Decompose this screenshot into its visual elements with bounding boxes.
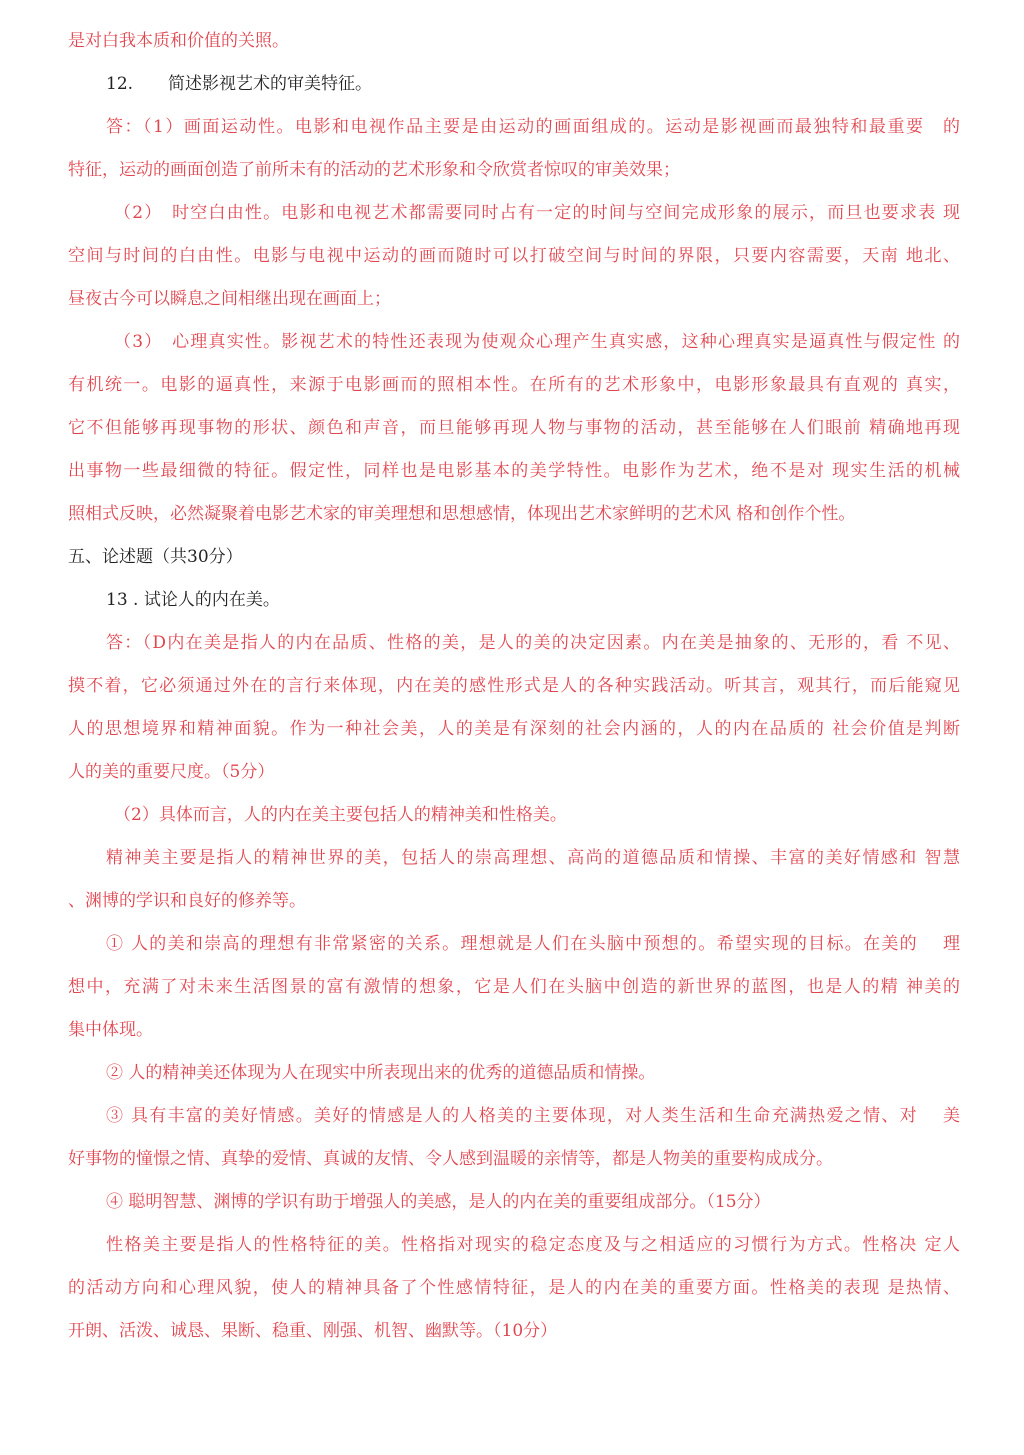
answer-line: ③ 具有丰富的美好情感。美好的情感是人的人格美的主要体现，对人类生活和生命充满热爱之情、对 美 xyxy=(106,1106,960,1126)
answer-line: ① 人的美和崇高的理想有非常紧密的关系。理想就是人们在头脑中预想的。希望实现的目标。在美的 理 xyxy=(106,934,960,954)
question-heading: 12. 简述影视艺术的审美特征。 xyxy=(106,74,372,94)
answer-line: ④ 聪明智慧、渊博的学识有助于增强人的美感，是人的内在美的重要组成部分。（15分） xyxy=(106,1192,771,1212)
answer-line: 集中体现。 xyxy=(68,1020,153,1040)
answer-line: 特征，运动的画面创造了前所未有的活动的艺术形象和令欣赏者惊叹的审美效果； xyxy=(68,160,680,180)
answer-line: 照相式反映，必然凝聚着电影艺术家的审美理想和思想感情，体现出艺术家鲜明的艺术风 格和创作个性。 xyxy=(68,504,856,524)
answer-line: （2）具体而言，人的内在美主要包括人的精神美和性格美。 xyxy=(114,805,567,825)
answer-line: 人的思想境界和精神面貌。作为一种社会美，人的美是有深刻的社会内涵的，人的内在品质的 社会价值是判断 xyxy=(68,719,960,739)
answer-line: 想中，充满了对未来生活图景的富有激情的想象，它是人们在头脑中创造的新世界的蓝图，也是人的精 神美的 xyxy=(68,977,960,997)
answer-line: 昼夜古今可以瞬息之间相继出现在画面上； xyxy=(68,289,391,309)
answer-line: 答：（1）画面运动性。电影和电视作品主要是由运动的画面组成的。运动是影视画而最独特和最重要 的 xyxy=(106,117,960,137)
text-line: 是对白我本质和价值的关照。 xyxy=(68,31,289,51)
answer-line: （3） 心理真实性。影视艺术的特性还表现为使观众心理产生真实感，这种心理真实是逼真性与假定性 的 xyxy=(114,332,960,352)
answer-line: 开朗、活泼、诚恳、果断、稳重、刚强、机智、幽默等。（10分） xyxy=(68,1321,558,1341)
answer-line: 的活动方向和心理风貌，使人的精神具备了个性感情特征，是人的内在美的重要方面。性格美的表现 是热情、 xyxy=(68,1278,960,1298)
answer-line: 摸不着，它必须通过外在的言行来体现，内在美的感性形式是人的各种实践活动。听其言，观其行，而后能窥见 xyxy=(68,676,960,696)
section-heading: 五、论述题（共30分） xyxy=(68,547,243,567)
answer-line: 有机统一。电影的逼真性，来源于电影画而的照相本性。在所有的艺术形象中，电影形象最具有直观的 真实， xyxy=(68,375,960,395)
answer-line: 答：（D内在美是指人的内在品质、性格的美，是人的美的决定因素。内在美是抽象的、无形的，看 不见、 xyxy=(106,633,960,653)
answer-line: 性格美主要是指人的性格特征的美。性格指对现实的稳定态度及与之相适应的习惯行为方式。性格决 定人 xyxy=(106,1235,960,1255)
answer-line: （2） 时空白由性。电影和电视艺术都需要同时占有一定的时间与空间完成形象的展示，而旦也要求表 现 xyxy=(114,203,960,223)
answer-line: 空间与时间的白由性。电影与电视中运动的画而随时可以打破空间与时间的界限，只要内容需要，天南 地北、 xyxy=(68,246,960,266)
answer-line: 它不但能够再现事物的形状、颜色和声音，而旦能够再现人物与事物的活动，甚至能够在人们眼前 精确地再现 xyxy=(68,418,960,438)
answer-line: 出事物一些最细微的特征。假定性，同样也是电影基本的美学特性。电影作为艺术，绝不是对 现实生活的机械 xyxy=(68,461,960,481)
answer-line: 人的美的重要尺度。（5分） xyxy=(68,762,275,782)
answer-line: ② 人的精神美还体现为人在现实中所表现出来的优秀的道德品质和情操。 xyxy=(106,1063,656,1083)
question-heading: 13 . 试论人的内在美。 xyxy=(106,590,280,610)
answer-line: 精神美主要是指人的精神世界的美，包括人的崇高理想、高尚的道德品质和情操、丰富的美好情感和 智慧 xyxy=(106,848,960,868)
answer-line: 好事物的憧憬之情、真挚的爱情、真诚的友情、令人感到温暖的亲情等，都是人物美的重要构成成分。 xyxy=(68,1149,833,1169)
answer-line: 、渊博的学识和良好的修养等。 xyxy=(68,891,306,911)
document-page xyxy=(68,20,960,1353)
